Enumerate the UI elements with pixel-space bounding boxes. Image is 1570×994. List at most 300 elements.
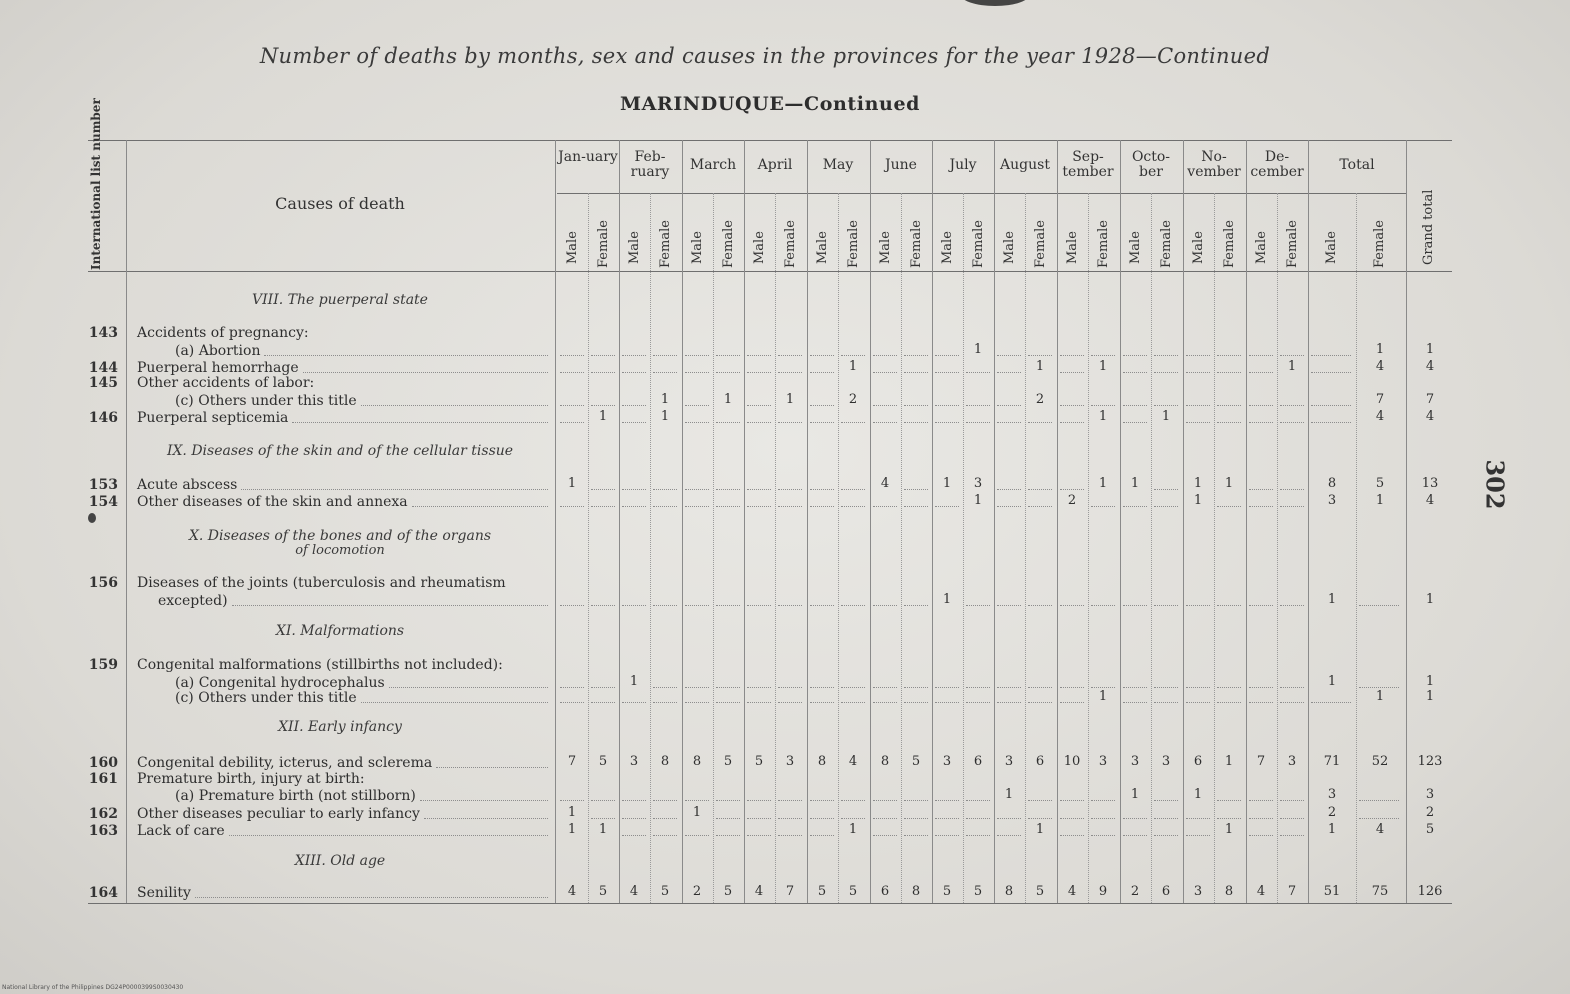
table-cell: 1 [660,409,670,424]
empty-cell-dots [1154,800,1178,801]
table-cell: 7 [1287,884,1297,899]
empty-cell-dots [591,355,615,356]
empty-cell-dots [622,835,646,836]
empty-cell-dots [873,605,897,606]
empty-cell-dots [1311,355,1351,356]
empty-cell-dots [1359,818,1399,819]
empty-cell-dots [904,818,928,819]
empty-cell-dots [966,702,990,703]
empty-cell-dots [1091,687,1115,688]
empty-cell-dots [810,818,834,819]
table-cell: 8 [880,754,890,769]
empty-cell-dots [841,818,865,819]
empty-cell-dots [778,818,802,819]
column-rule [1057,140,1058,903]
cause-label: Puerperal septicemia [137,410,289,426]
table-cell: 1 [1035,822,1045,837]
table-cell: 8 [692,754,702,769]
empty-cell-dots [904,605,928,606]
table-cell: 1 [1425,342,1435,357]
empty-cell-dots [935,372,959,373]
table-cell: 8 [1224,884,1234,899]
empty-cell-dots [1028,702,1052,703]
empty-cell-dots [1186,702,1210,703]
empty-cell-dots [591,372,615,373]
empty-cell-dots [622,489,646,490]
empty-cell-dots [1249,372,1273,373]
table-cell: 6 [1035,754,1045,769]
empty-cell-dots [685,605,709,606]
table-cell: 4 [1375,409,1385,424]
empty-cell-dots [810,405,834,406]
table-cell: 8 [911,884,921,899]
leader-dots [241,489,548,490]
empty-cell-dots [1154,835,1178,836]
table-cell: 1 [723,392,733,407]
table-cell: 4 [1425,493,1435,508]
empty-cell-dots [560,355,584,356]
list-number: 160 [88,755,118,771]
empty-cell-dots [935,687,959,688]
female-header: Female [658,220,673,268]
empty-cell-dots [560,372,584,373]
table-cell: 3 [629,754,639,769]
empty-cell-dots [1091,835,1115,836]
empty-cell-dots [685,835,709,836]
female-header: Female [846,220,861,268]
month-header: Sep-​tember [1062,149,1114,180]
empty-cell-dots [1123,702,1147,703]
table-cell: 123 [1417,754,1443,769]
leader-dots [361,702,548,703]
male-header: Male [1324,231,1339,264]
section-heading: XIII. Old age [294,853,386,869]
list-number: 153 [88,477,118,493]
empty-cell-dots [747,835,771,836]
month-header: August [1000,157,1050,173]
empty-cell-dots [966,405,990,406]
table-cell: 3 [1327,787,1337,802]
empty-cell-dots [1028,355,1052,356]
table-cell: 4 [1067,884,1077,899]
empty-cell-dots [1280,489,1304,490]
month-header: July [949,157,977,173]
empty-cell-dots [997,405,1021,406]
empty-cell-dots [1249,605,1273,606]
empty-cell-dots [1154,405,1178,406]
empty-cell-dots [1028,489,1052,490]
column-rule [1356,193,1357,903]
female-header: Female [1096,220,1111,268]
table-cell: 7 [1256,754,1266,769]
empty-cell-dots [1217,422,1241,423]
empty-cell-dots [1186,835,1210,836]
leader-dots [264,355,548,356]
male-header: Male [940,231,955,264]
table-cell: 1 [848,359,858,374]
cause-label: Accidents of pregnancy: [137,325,309,341]
cause-label: (a) Abortion [175,343,261,359]
empty-cell-dots [997,372,1021,373]
empty-cell-dots [1154,818,1178,819]
empty-cell-dots [1154,702,1178,703]
female-header: Female [721,220,736,268]
table-cell: 1 [1193,493,1203,508]
empty-cell-dots [1186,687,1210,688]
table-cell: 1 [1193,476,1203,491]
table-cell: 1 [1327,822,1337,837]
cause-label: Puerperal hemorrhage [137,360,299,376]
empty-cell-dots [904,422,928,423]
list-number: 163 [88,823,118,839]
empty-cell-dots [1060,605,1084,606]
empty-cell-dots [560,422,584,423]
empty-cell-dots [935,506,959,507]
cause-label: (a) Premature birth (not stillborn) [175,788,416,804]
empty-cell-dots [1249,687,1273,688]
empty-cell-dots [778,355,802,356]
table-cell: 1 [1375,689,1385,704]
empty-cell-dots [966,835,990,836]
empty-cell-dots [1123,605,1147,606]
table-bottom-rule [88,903,1452,904]
table-cell: 10 [1063,754,1081,769]
list-number: 162 [88,806,118,822]
empty-cell-dots [653,702,677,703]
empty-cell-dots [1060,687,1084,688]
empty-cell-dots [1280,422,1304,423]
empty-cell-dots [935,355,959,356]
empty-cell-dots [653,489,677,490]
empty-cell-dots [1280,605,1304,606]
empty-cell-dots [653,800,677,801]
empty-cell-dots [1060,405,1084,406]
empty-cell-dots [560,687,584,688]
female-header: Female [1222,220,1237,268]
cause-label: Acute abscess [137,477,238,493]
empty-cell-dots [1154,372,1178,373]
table-cell: 1 [1425,674,1435,689]
empty-cell-dots [1091,605,1115,606]
table-cell: 1 [942,592,952,607]
table-cell: 4 [880,476,890,491]
empty-cell-dots [904,355,928,356]
month-header: June [885,157,917,173]
table-cell: 7 [567,754,577,769]
page-title: Number of deaths by months, sex and causes in the provinces for the year 1928—Continued [259,44,1271,68]
empty-cell-dots [560,506,584,507]
table-cell: 3 [785,754,795,769]
empty-cell-dots [904,835,928,836]
empty-cell-dots [1060,702,1084,703]
cause-label: Premature birth, injury at birth: [137,771,365,787]
empty-cell-dots [997,489,1021,490]
empty-cell-dots [1249,818,1273,819]
month-header: Total [1339,157,1375,173]
header-bottom-rule [88,271,1452,272]
empty-cell-dots [685,355,709,356]
table-cell: 7 [785,884,795,899]
empty-cell-dots [1217,506,1241,507]
empty-cell-dots [716,489,740,490]
table-cell: 4 [1375,359,1385,374]
empty-cell-dots [997,506,1021,507]
cause-label: (a) Congenital hydrocephalus [175,675,385,691]
column-rule [775,193,776,903]
empty-cell-dots [560,800,584,801]
table-cell: 13 [1421,476,1439,491]
section-heading: XII. Early infancy [278,719,402,735]
empty-cell-dots [1123,372,1147,373]
list-number: 161 [88,771,118,787]
table-cell: 7 [1425,392,1435,407]
empty-cell-dots [873,372,897,373]
male-header: Male [815,231,830,264]
empty-cell-dots [1280,800,1304,801]
male-header: Male [1002,231,1017,264]
empty-cell-dots [904,506,928,507]
table-cell: 1 [1098,476,1108,491]
empty-cell-dots [935,422,959,423]
table-cell: 1 [1425,592,1435,607]
empty-cell-dots [716,800,740,801]
list-number: 146 [88,410,118,426]
empty-cell-dots [1186,818,1210,819]
empty-cell-dots [591,605,615,606]
empty-cell-dots [1217,702,1241,703]
empty-cell-dots [1280,818,1304,819]
table-cell: 1 [660,392,670,407]
empty-cell-dots [778,506,802,507]
empty-cell-dots [1249,835,1273,836]
empty-cell-dots [935,835,959,836]
column-rule [963,193,964,903]
female-header: Female [1033,220,1048,268]
empty-cell-dots [747,702,771,703]
empty-cell-dots [653,687,677,688]
month-header: May [822,157,854,173]
male-header: Male [690,231,705,264]
empty-cell-dots [1028,687,1052,688]
table-cell: 5 [911,754,921,769]
empty-cell-dots [747,818,771,819]
cause-label: Congenital malformations (stillbirths not included): [137,657,503,673]
empty-cell-dots [622,355,646,356]
empty-cell-dots [1091,818,1115,819]
empty-cell-dots [560,605,584,606]
table-cell: 1 [1224,754,1234,769]
female-header: Female [596,220,611,268]
empty-cell-dots [1217,687,1241,688]
empty-cell-dots [716,605,740,606]
empty-cell-dots [622,702,646,703]
table-cell: 4 [629,884,639,899]
empty-cell-dots [841,605,865,606]
month-header: Feb-​ruary [630,149,670,180]
empty-cell-dots [653,818,677,819]
empty-cell-dots [685,687,709,688]
empty-cell-dots [873,702,897,703]
empty-cell-dots [841,355,865,356]
empty-cell-dots [810,355,834,356]
table-cell: 3 [1425,787,1435,802]
table-cell: 3 [1161,754,1171,769]
column-rule-listno [126,140,127,903]
empty-cell-dots [1217,405,1241,406]
column-rule [1088,193,1089,903]
footer-note: National Library of the Philippines DG24P0000399S0030430 [2,984,184,991]
empty-cell-dots [966,818,990,819]
cause-label: Other diseases of the skin and annexa [137,494,408,510]
empty-cell-dots [810,835,834,836]
empty-cell-dots [622,372,646,373]
table-cell: 1 [973,493,983,508]
leader-dots [361,405,548,406]
table-cell: 2 [1130,884,1140,899]
list-number: 144 [88,360,118,376]
empty-cell-dots [747,489,771,490]
table-cell: 5 [973,884,983,899]
empty-cell-dots [1311,372,1351,373]
empty-cell-dots [716,835,740,836]
table-cell: 1 [1224,822,1234,837]
table-cell: 5 [660,884,670,899]
empty-cell-dots [1060,489,1084,490]
empty-cell-dots [810,506,834,507]
empty-cell-dots [747,355,771,356]
table-cell: 1 [1035,359,1045,374]
empty-cell-dots [778,835,802,836]
empty-cell-dots [685,506,709,507]
table-cell: 3 [1287,754,1297,769]
empty-cell-dots [966,687,990,688]
empty-cell-dots [1217,355,1241,356]
table-cell: 3 [973,476,983,491]
column-rule-causes [555,140,556,903]
empty-cell-dots [716,355,740,356]
table-cell: 3 [942,754,952,769]
empty-cell-dots [1280,835,1304,836]
empty-cell-dots [997,422,1021,423]
table-cell: 6 [1161,884,1171,899]
empty-cell-dots [1249,702,1273,703]
empty-cell-dots [1186,372,1210,373]
table-cell: 5 [598,884,608,899]
empty-cell-dots [716,506,740,507]
table-cell: 51 [1323,884,1341,899]
empty-cell-dots [1217,605,1241,606]
cause-label: Other accidents of labor: [137,375,315,391]
empty-cell-dots [778,702,802,703]
table-cell: 1 [1375,342,1385,357]
empty-cell-dots [622,800,646,801]
table-cell: 1 [567,822,577,837]
empty-cell-dots [747,506,771,507]
empty-cell-dots [653,506,677,507]
empty-cell-dots [1060,835,1084,836]
empty-cell-dots [997,605,1021,606]
table-cell: 2 [1327,805,1337,820]
column-rule [870,140,871,903]
empty-cell-dots [1028,605,1052,606]
empty-cell-dots [685,405,709,406]
list-number-header: International list number [89,98,103,270]
empty-cell-dots [1154,687,1178,688]
table-cell: 5 [1375,476,1385,491]
empty-cell-dots [1123,355,1147,356]
table-cell: 2 [1425,805,1435,820]
list-number: 154 [88,494,118,510]
leader-dots [292,422,548,423]
cause-label: Other diseases peculiar to early infancy [137,806,420,822]
table-cell: 1 [567,476,577,491]
table-cell: 1 [973,342,983,357]
empty-cell-dots [716,818,740,819]
empty-cell-dots [1060,818,1084,819]
empty-cell-dots [1060,422,1084,423]
empty-cell-dots [1028,800,1052,801]
empty-cell-dots [1186,605,1210,606]
empty-cell-dots [591,818,615,819]
empty-cell-dots [1123,506,1147,507]
cause-label: Senility [137,885,191,901]
empty-cell-dots [560,702,584,703]
leader-dots [436,767,548,768]
empty-cell-dots [873,835,897,836]
empty-cell-dots [1359,687,1399,688]
empty-cell-dots [841,422,865,423]
empty-cell-dots [1123,422,1147,423]
column-rule [1277,193,1278,903]
table-cell: 2 [1035,392,1045,407]
empty-cell-dots [1249,506,1273,507]
table-cell: 1 [1130,476,1140,491]
leader-dots [229,835,548,836]
empty-cell-dots [810,702,834,703]
empty-cell-dots [1249,405,1273,406]
table-cell: 5 [942,884,952,899]
list-number: 159 [88,657,118,673]
table-cell: 1 [1327,674,1337,689]
list-number: 145 [88,375,118,391]
empty-cell-dots [1028,818,1052,819]
table-cell: 2 [1067,493,1077,508]
female-header: Female [1372,220,1387,268]
leader-dots [389,687,548,688]
table-cell: 4 [567,884,577,899]
empty-cell-dots [778,489,802,490]
table-cell: 1 [1287,359,1297,374]
empty-cell-dots [935,818,959,819]
empty-cell-dots [1091,800,1115,801]
empty-cell-dots [747,800,771,801]
empty-cell-dots [1123,835,1147,836]
page-subtitle: MARINDUQUE—Continued [619,93,921,115]
empty-cell-dots [1249,355,1273,356]
causes-header: Causes of death [275,194,405,213]
column-rule [713,193,714,903]
column-rule [932,140,933,903]
empty-cell-dots [1249,800,1273,801]
female-header: Female [1159,220,1174,268]
cause-label: Lack of care [137,823,225,839]
table-cell: 5 [848,884,858,899]
table-cell: 6 [880,884,890,899]
empty-cell-dots [716,702,740,703]
empty-cell-dots [622,506,646,507]
cause-label: (c) Others under this title [175,393,357,409]
cause-label: (c) Others under this title [175,690,357,706]
